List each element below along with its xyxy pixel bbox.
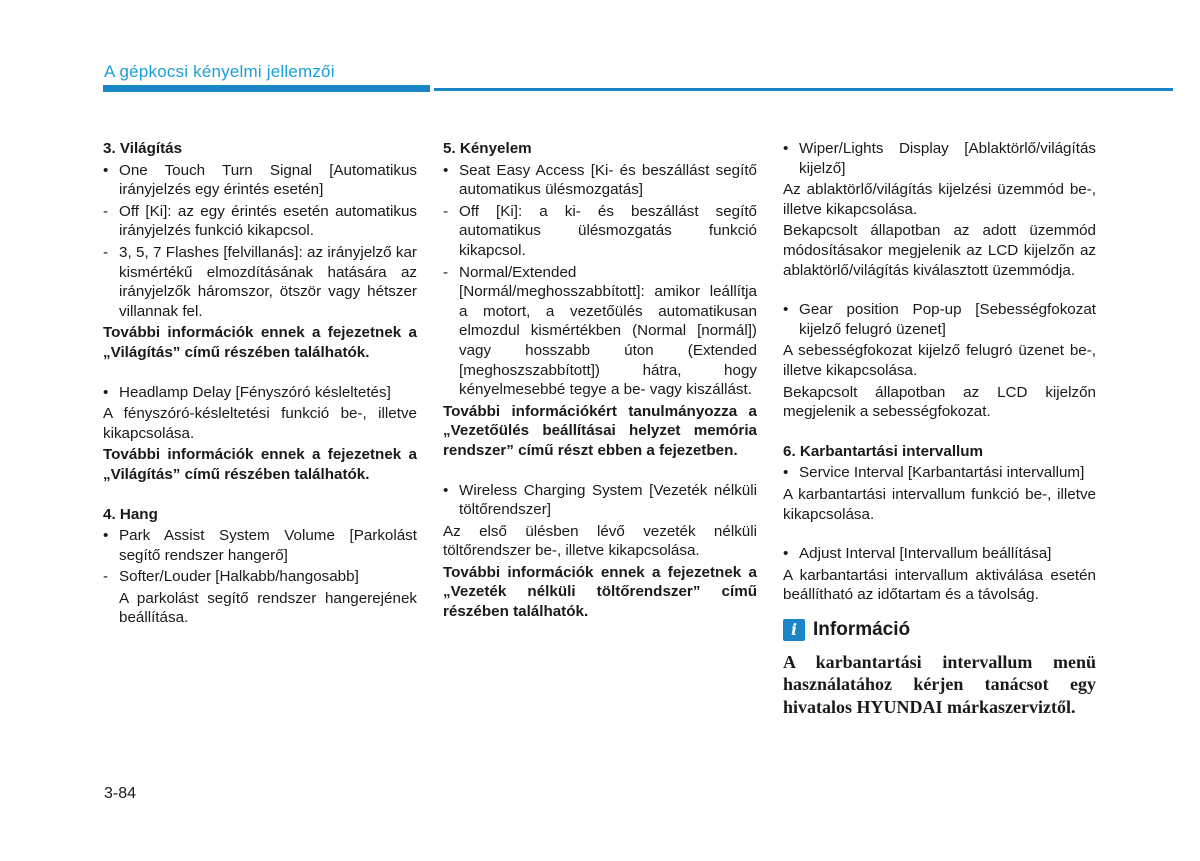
bullet-item: • Wiper/Lights Display [Ablaktörlő/világítás kijelző]	[783, 140, 1096, 177]
info-icon: i	[783, 619, 805, 641]
paragraph: Az első ülésben lévő vezeték nélküli töltőrendszer be-, illetve kikapcsolása.	[443, 522, 757, 560]
info-text: A karbantartási intervallum menü használatához kérjen tanácsot egy hivatalos HYUNDAI márkaszerviztől.	[783, 651, 1096, 717]
bold-note: További információk ennek a fejezetnek a „Világítás” című részében találhatók.	[103, 446, 417, 483]
paragraph: A karbantartási intervallum funkció be-, illetve kikapcsolása.	[783, 485, 1096, 523]
paragraph: A karbantartási intervallum aktiválása esetén beállítható az időtartam és a távolság.	[783, 566, 1096, 604]
bullet-item: • Wireless Charging System [Vezeték nélküli töltőrendszer]	[443, 481, 757, 519]
dash-item: - Off [Ki]: a ki- és beszállást segítő automatikus ülésmozgatás funkció kikapcsol.	[443, 202, 757, 259]
dash-item: - Normal/Extended [Normál/meghosszabbított]: amikor leállítja a motort, a vezetőülés automatikusan elmozdul kismértékben (Normal [normál]) vagy hosszabb úton (Extended [meghoszszabbított]) hátra, hogy kényelmesebbé tegye a be- vagy kiszállást.	[443, 263, 757, 399]
info-box-header	[783, 619, 1096, 641]
column-3	[783, 139, 1096, 720]
heading-maintenance: 6. Karbantartási intervallum	[783, 442, 984, 460]
paragraph: Bekapcsolt állapotban az LCD kijelzőn megjelenik a sebességfokozat.	[783, 383, 1096, 421]
bullet-item: • Park Assist System Volume [Parkolást segítő rendszer hangerő]	[103, 527, 417, 564]
header-bar-light	[434, 88, 1173, 91]
page-number: 3-84	[104, 785, 137, 802]
column-2	[443, 139, 757, 624]
header-bar-dark	[103, 85, 430, 92]
heading-sound: 4. Hang	[103, 505, 158, 523]
dash-item-detail: A parkolást segítő rendszer hangerejének beállítása.	[119, 589, 417, 627]
paragraph: Bekapcsolt állapotban az adott üzemmód módosításakor megjelenik az LCD kijelzőn az ablaktörlő/világítás kiválasztott üzemmódja.	[783, 222, 1096, 279]
section-title: A gépkocsi kényelmi jellemzői	[104, 62, 335, 81]
bullet-item: • Headlamp Delay [Fényszóró késleltetés]	[103, 383, 391, 401]
heading-lighting: 3. Világítás	[103, 140, 183, 157]
bullet-item: • Service Interval [Karbantartási intervallum]	[783, 464, 1085, 482]
paragraph: Az ablaktörlő/világítás kijelzési üzemmód be-, illetve kikapcsolása.	[783, 181, 1096, 218]
column-1	[103, 139, 417, 630]
dash-item: - Softer/Louder [Halkabb/hangosabb]	[103, 568, 359, 586]
bullet-item: • Adjust Interval [Intervallum beállítása]	[783, 545, 1052, 563]
bold-note: További információk ennek a fejezetnek a „Vezeték nélküli töltőrendszer” című részében találhatók.	[443, 563, 757, 621]
bullet-item: • One Touch Turn Signal [Automatikus irányjelzés egy érintés esetén]	[103, 161, 417, 199]
bullet-item: • Gear position Pop-up [Sebességfokozat kijelző felugró üzenet]	[783, 301, 1096, 338]
bold-note: További információk ennek a fejezetnek a „Világítás” című részében találhatók.	[103, 324, 417, 361]
paragraph: A fényszóró-késleltetési funkció be-, illetve kikapcsolása.	[103, 405, 417, 442]
paragraph: A sebességfokozat kijelző felugró üzenet be-, illetve kikapcsolása.	[783, 342, 1096, 379]
bold-note: További információkért tanulmányozza a „Vezetőülés beállításai helyzet memória rendszer” című részt ebben a fejezetben.	[443, 402, 757, 459]
heading-comfort: 5. Kényelem	[443, 140, 532, 157]
dash-item: - 3, 5, 7 Flashes [felvillanás]: az irányjelző kar kismértékű elmozdításának hatására az irányjelzők háromszor, ötször vagy hétszer villannak fel.	[103, 243, 417, 320]
bullet-item: • Seat Easy Access [Ki- és beszállást segítő automatikus ülésmozgatás]	[443, 161, 757, 199]
dash-item: - Off [Ki]: az egy érintés esetén automatikus irányjelzés funkció kikapcsol.	[103, 202, 417, 240]
info-title: Információ	[813, 619, 911, 641]
